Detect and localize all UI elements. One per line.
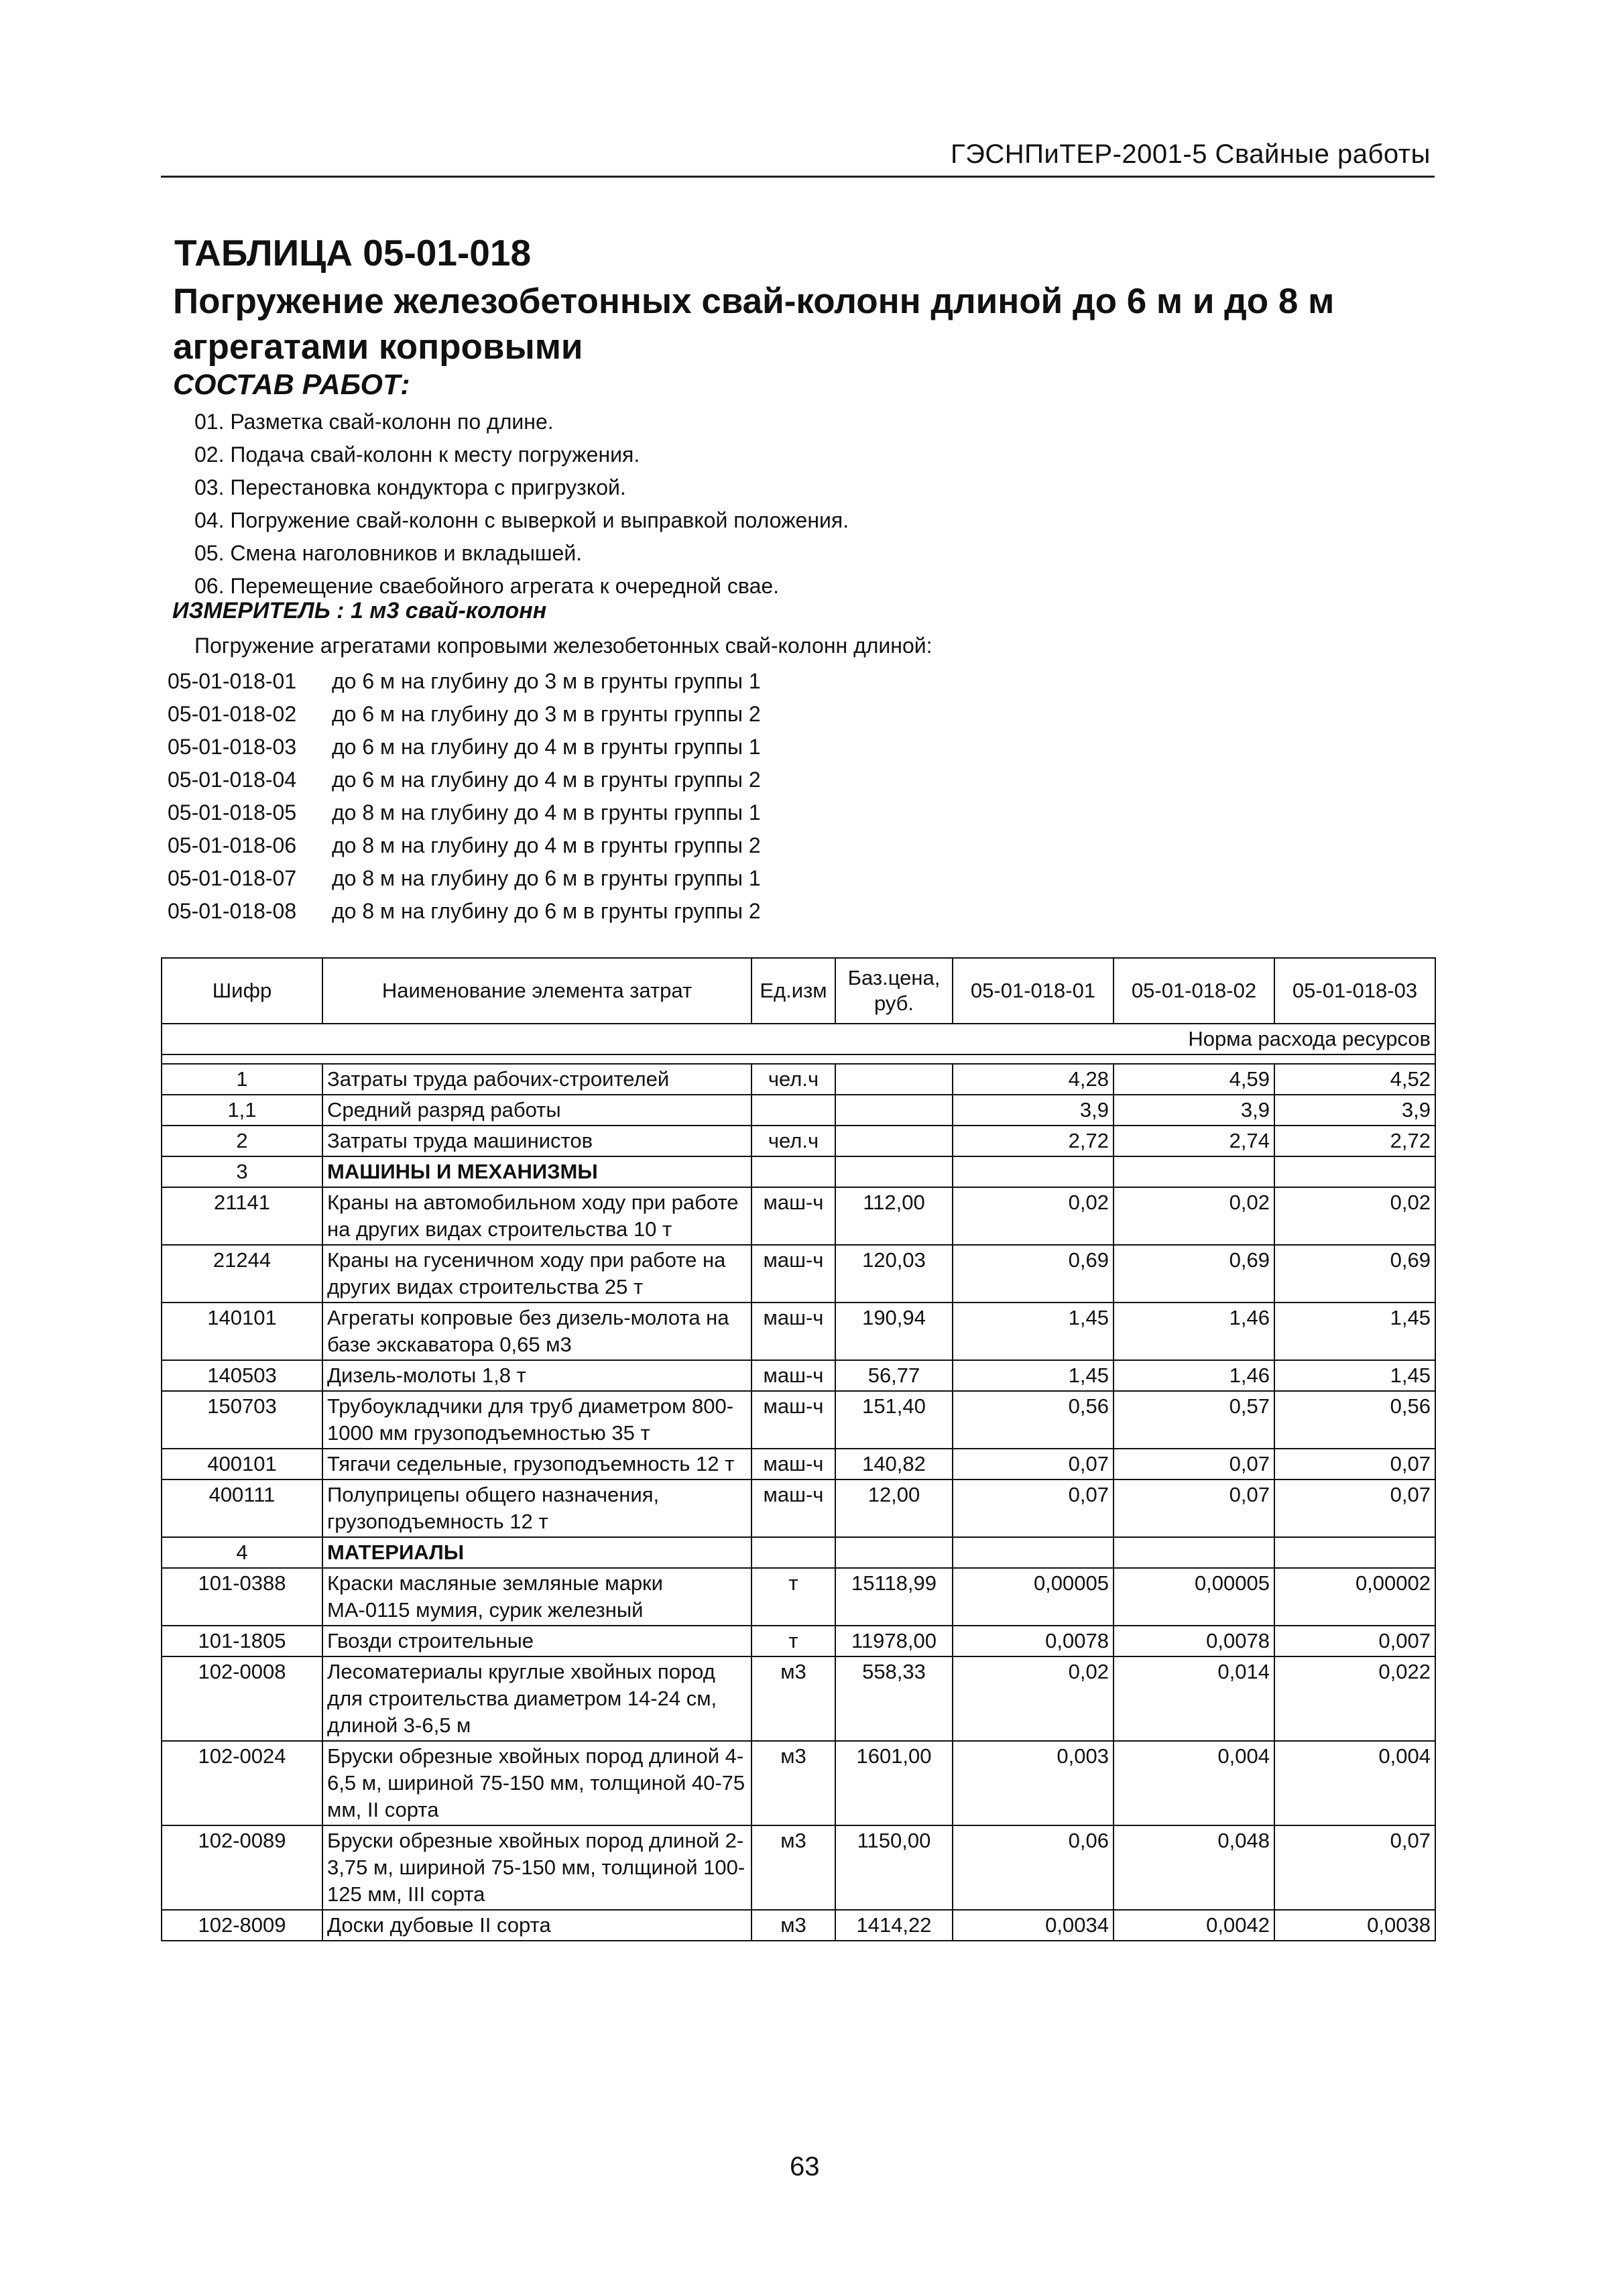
cell-unit: м3 xyxy=(752,1910,835,1941)
cell-unit: маш-ч xyxy=(752,1245,835,1303)
variant-item xyxy=(168,731,761,764)
variant-item xyxy=(168,829,761,862)
variant-code: 05-01-018-01 xyxy=(168,669,297,693)
variant-desc: до 6 м на глубину до 4 м в грунты группы 1 xyxy=(332,735,761,759)
cell-v3 xyxy=(1274,1156,1435,1187)
cell-v3: 0,69 xyxy=(1274,1245,1435,1303)
cell-v3: 0,07 xyxy=(1274,1479,1435,1537)
cell-unit: т xyxy=(752,1568,835,1626)
cell-code: 101-0388 xyxy=(162,1568,322,1626)
cell-name: Дизель-молоты 1,8 т xyxy=(322,1360,752,1391)
cell-name: Тягачи седельные, грузоподъемность 12 т xyxy=(322,1449,752,1479)
cell-v2: 0,69 xyxy=(1114,1245,1274,1303)
variant-item xyxy=(168,862,761,895)
header-rule xyxy=(161,176,1435,178)
header-variant-2: 05-01-018-02 xyxy=(1114,958,1274,1024)
table-row xyxy=(162,1568,1435,1626)
table-row xyxy=(162,1156,1435,1187)
cell-price xyxy=(835,1156,953,1187)
cell-code: 102-8009 xyxy=(162,1910,322,1941)
cell-unit: маш-ч xyxy=(752,1360,835,1391)
cell-price xyxy=(835,1537,953,1568)
table-subtitle: Погружение железобетонных свай-колонн длиной до 6 м и до 8 м агрегатами копровыми xyxy=(173,282,1335,367)
cell-v2: 0,004 xyxy=(1114,1741,1274,1825)
cell-name: Бруски обрезные хвойных пород длиной 2-3,75 м, шириной 75-150 мм, толщиной 100-125 мм, III сорта xyxy=(322,1825,752,1910)
cell-price: 151,40 xyxy=(835,1391,953,1449)
cell-v3: 0,02 xyxy=(1274,1187,1435,1245)
cell-name: Гвозди строительные xyxy=(322,1626,752,1656)
variant-code: 05-01-018-04 xyxy=(168,768,297,792)
variant-code: 05-01-018-06 xyxy=(168,833,297,857)
table-row xyxy=(162,1126,1435,1156)
cell-v1: 0,02 xyxy=(953,1187,1114,1245)
table-row xyxy=(162,1656,1435,1741)
table-row xyxy=(162,1626,1435,1656)
cell-name: Затраты труда рабочих-строителей xyxy=(322,1064,752,1095)
cell-code: 3 xyxy=(162,1156,322,1187)
table-row xyxy=(162,1479,1435,1537)
cell-v1 xyxy=(953,1156,1114,1187)
cell-v2: 2,74 xyxy=(1114,1126,1274,1156)
cell-code: 4 xyxy=(162,1537,322,1568)
header-variant-1: 05-01-018-01 xyxy=(953,958,1114,1024)
cell-price: 112,00 xyxy=(835,1187,953,1245)
cell-v2: 1,46 xyxy=(1114,1303,1274,1360)
variant-desc: до 8 м на глубину до 6 м в грунты группы 2 xyxy=(332,899,761,923)
cell-code: 140101 xyxy=(162,1303,322,1360)
cell-v1: 0,0034 xyxy=(953,1910,1114,1941)
cell-code: 150703 xyxy=(162,1391,322,1449)
cell-v3: 0,0038 xyxy=(1274,1910,1435,1941)
cell-code: 21141 xyxy=(162,1187,322,1245)
cell-v2: 4,59 xyxy=(1114,1064,1274,1095)
cell-v1: 0,0078 xyxy=(953,1626,1114,1656)
cell-name: МАТЕРИАЛЫ xyxy=(322,1537,752,1568)
variant-item xyxy=(168,796,761,829)
cell-name: Лесоматериалы круглые хвойных пород для строительства диаметром 14-24 см, длиной 3-6,5 м xyxy=(322,1656,752,1741)
variant-item xyxy=(168,764,761,796)
cell-code: 2 xyxy=(162,1126,322,1156)
table-row xyxy=(162,1537,1435,1568)
cell-name: Краски масляные земляные марки МА-0115 мумия, сурик железный xyxy=(322,1568,752,1626)
cell-v1: 0,07 xyxy=(953,1449,1114,1479)
cell-v2: 0,0078 xyxy=(1114,1626,1274,1656)
cell-v2: 0,07 xyxy=(1114,1449,1274,1479)
cell-v2 xyxy=(1114,1156,1274,1187)
cell-v2 xyxy=(1114,1537,1274,1568)
cell-unit: м3 xyxy=(752,1656,835,1741)
spacer-row xyxy=(162,1054,1435,1064)
cell-v3: 0,022 xyxy=(1274,1656,1435,1741)
cell-code: 101-1805 xyxy=(162,1626,322,1656)
cell-name: Бруски обрезные хвойных пород длиной 4-6,5 м, шириной 75-150 мм, толщиной 40-75 мм, II сорта xyxy=(322,1741,752,1825)
variant-code: 05-01-018-02 xyxy=(168,702,297,726)
cell-unit xyxy=(752,1537,835,1568)
cell-code: 400111 xyxy=(162,1479,322,1537)
cell-v2: 0,00005 xyxy=(1114,1568,1274,1626)
cell-price xyxy=(835,1126,953,1156)
header-price: Баз.цена, руб. xyxy=(835,958,953,1024)
table-header-row xyxy=(162,958,1435,1024)
cell-v3: 0,00002 xyxy=(1274,1568,1435,1626)
cell-v3: 1,45 xyxy=(1274,1303,1435,1360)
cell-v1: 2,72 xyxy=(953,1126,1114,1156)
variant-code: 05-01-018-08 xyxy=(168,899,297,923)
cell-price: 140,82 xyxy=(835,1449,953,1479)
cell-v3: 0,56 xyxy=(1274,1391,1435,1449)
cell-v2: 0,0042 xyxy=(1114,1910,1274,1941)
cell-code: 102-0008 xyxy=(162,1656,322,1741)
norm-row xyxy=(162,1024,1435,1054)
cell-price: 120,03 xyxy=(835,1245,953,1303)
operations-list xyxy=(194,406,849,603)
header-code: Шифр xyxy=(162,958,322,1024)
cell-v3: 0,07 xyxy=(1274,1825,1435,1910)
cell-price: 1414,22 xyxy=(835,1910,953,1941)
operation-item: 06. Перемещение сваебойного агрегата к очередной свае. xyxy=(194,574,780,598)
cell-unit: т xyxy=(752,1626,835,1656)
cell-code: 400101 xyxy=(162,1449,322,1479)
cell-v3: 3,9 xyxy=(1274,1095,1435,1126)
header-variant-3: 05-01-018-03 xyxy=(1274,958,1435,1024)
cell-v2: 0,07 xyxy=(1114,1479,1274,1537)
cell-name: Полуприцепы общего назначения, грузоподъемность 12 т xyxy=(322,1479,752,1537)
cell-name: Средний разряд работы xyxy=(322,1095,752,1126)
work-composition-label: СОСТАВ РАБОТ: xyxy=(173,369,410,401)
table-row xyxy=(162,1245,1435,1303)
cell-code: 21244 xyxy=(162,1245,322,1303)
cell-price: 558,33 xyxy=(835,1656,953,1741)
cell-v1: 3,9 xyxy=(953,1095,1114,1126)
cell-v1: 1,45 xyxy=(953,1303,1114,1360)
table-row xyxy=(162,1064,1435,1095)
cell-name: Краны на гусеничном ходу при работе на других видах строительства 25 т xyxy=(322,1245,752,1303)
table-row xyxy=(162,1910,1435,1941)
cell-v1 xyxy=(953,1537,1114,1568)
cell-unit: чел.ч xyxy=(752,1064,835,1095)
table-row xyxy=(162,1360,1435,1391)
variant-item xyxy=(168,698,761,731)
table-row xyxy=(162,1391,1435,1449)
cell-name: Краны на автомобильном ходу при работе на других видах строительства 10 т xyxy=(322,1187,752,1245)
cell-code: 102-0024 xyxy=(162,1741,322,1825)
cell-name: Агрегаты копровые без дизель-молота на базе экскаватора 0,65 м3 xyxy=(322,1303,752,1360)
header-name: Наименование элемента затрат xyxy=(322,958,752,1024)
measure-unit: ИЗМЕРИТЕЛЬ : 1 м3 свай-колонн xyxy=(172,598,547,623)
resource-table xyxy=(161,957,1436,1941)
cell-name: Трубоукладчики для труб диаметром 800-1000 мм грузоподъемностью 35 т xyxy=(322,1391,752,1449)
cell-price: 11978,00 xyxy=(835,1626,953,1656)
table-row xyxy=(162,1187,1435,1245)
cell-price: 15118,99 xyxy=(835,1568,953,1626)
cell-v1: 0,06 xyxy=(953,1825,1114,1910)
variant-desc: до 6 м на глубину до 3 м в грунты группы 2 xyxy=(332,702,761,726)
cell-v2: 3,9 xyxy=(1114,1095,1274,1126)
variant-desc: до 6 м на глубину до 4 м в грунты группы 2 xyxy=(332,768,761,792)
cell-code: 140503 xyxy=(162,1360,322,1391)
table-title: ТАБЛИЦА 05-01-018 xyxy=(174,232,532,274)
cell-v1: 0,003 xyxy=(953,1741,1114,1825)
cell-unit: маш-ч xyxy=(752,1391,835,1449)
cell-unit: маш-ч xyxy=(752,1479,835,1537)
cell-price: 190,94 xyxy=(835,1303,953,1360)
cell-v2: 0,57 xyxy=(1114,1391,1274,1449)
variant-code: 05-01-018-03 xyxy=(168,735,297,759)
cell-price xyxy=(835,1064,953,1095)
operation-item: 01. Разметка свай-колонн по длине. xyxy=(194,410,554,434)
cell-price: 12,00 xyxy=(835,1479,953,1537)
variant-desc: до 8 м на глубину до 4 м в грунты группы 1 xyxy=(332,800,761,825)
cell-unit: маш-ч xyxy=(752,1187,835,1245)
cell-v2: 1,46 xyxy=(1114,1360,1274,1391)
cell-v1: 1,45 xyxy=(953,1360,1114,1391)
table-row xyxy=(162,1449,1435,1479)
cell-unit xyxy=(752,1156,835,1187)
variant-code: 05-01-018-07 xyxy=(168,866,297,890)
page-number: 63 xyxy=(790,2152,820,2181)
cell-v1: 0,69 xyxy=(953,1245,1114,1303)
cell-v3: 0,007 xyxy=(1274,1626,1435,1656)
cell-code: 102-0089 xyxy=(162,1825,322,1910)
cell-v3: 0,004 xyxy=(1274,1741,1435,1825)
table-row xyxy=(162,1303,1435,1360)
cell-v1: 4,28 xyxy=(953,1064,1114,1095)
cell-unit: м3 xyxy=(752,1741,835,1825)
operation-item: 05. Смена наголовников и вкладышей. xyxy=(194,541,583,565)
cell-price: 1601,00 xyxy=(835,1741,953,1825)
cell-name: Доски дубовые II сорта xyxy=(322,1910,752,1941)
cell-v1: 0,07 xyxy=(953,1479,1114,1537)
cell-unit: м3 xyxy=(752,1825,835,1910)
variant-item xyxy=(168,665,761,698)
cell-price: 56,77 xyxy=(835,1360,953,1391)
norm-label: Норма расхода ресурсов xyxy=(162,1024,1435,1054)
cell-v2: 0,048 xyxy=(1114,1825,1274,1910)
variant-code: 05-01-018-05 xyxy=(168,800,297,825)
operation-item: 03. Перестановка кондуктора с пригрузкой. xyxy=(194,475,626,499)
operation-item: 04. Погружение свай-колонн с выверкой и выправкой положения. xyxy=(194,508,849,532)
variant-desc: до 6 м на глубину до 3 м в грунты группы 1 xyxy=(332,669,761,693)
cell-unit: чел.ч xyxy=(752,1126,835,1156)
cell-v3: 2,72 xyxy=(1274,1126,1435,1156)
cell-price xyxy=(835,1095,953,1126)
variants-list xyxy=(168,665,761,928)
cell-unit: маш-ч xyxy=(752,1303,835,1360)
cell-v3: 4,52 xyxy=(1274,1064,1435,1095)
cell-name: МАШИНЫ И МЕХАНИЗМЫ xyxy=(322,1156,752,1187)
variant-desc: до 8 м на глубину до 4 м в грунты группы 2 xyxy=(332,833,761,857)
variant-desc: до 8 м на глубину до 6 м в грунты группы 1 xyxy=(332,866,761,890)
cell-v3: 0,07 xyxy=(1274,1449,1435,1479)
operation-item: 02. Подача свай-колонн к месту погружения. xyxy=(194,442,640,467)
table-row xyxy=(162,1741,1435,1825)
cell-v3: 1,45 xyxy=(1274,1360,1435,1391)
variants-intro: Погружение агрегатами копровыми железобетонных свай-колонн длиной: xyxy=(194,633,933,658)
variant-item xyxy=(168,895,761,928)
header-unit: Ед.изм xyxy=(752,958,835,1024)
cell-code: 1,1 xyxy=(162,1095,322,1126)
cell-v1: 0,02 xyxy=(953,1656,1114,1741)
cell-v2: 0,02 xyxy=(1114,1187,1274,1245)
cell-price: 1150,00 xyxy=(835,1825,953,1910)
cell-v1: 0,56 xyxy=(953,1391,1114,1449)
cell-code: 1 xyxy=(162,1064,322,1095)
running-header: ГЭСНПиТЕР-2001-5 Свайные работы xyxy=(951,139,1431,169)
cell-v3 xyxy=(1274,1537,1435,1568)
cell-unit: маш-ч xyxy=(752,1449,835,1479)
cell-v2: 0,014 xyxy=(1114,1656,1274,1741)
cell-v1: 0,00005 xyxy=(953,1568,1114,1626)
cell-name: Затраты труда машинистов xyxy=(322,1126,752,1156)
table-row xyxy=(162,1095,1435,1126)
table-row xyxy=(162,1825,1435,1910)
cell-unit xyxy=(752,1095,835,1126)
